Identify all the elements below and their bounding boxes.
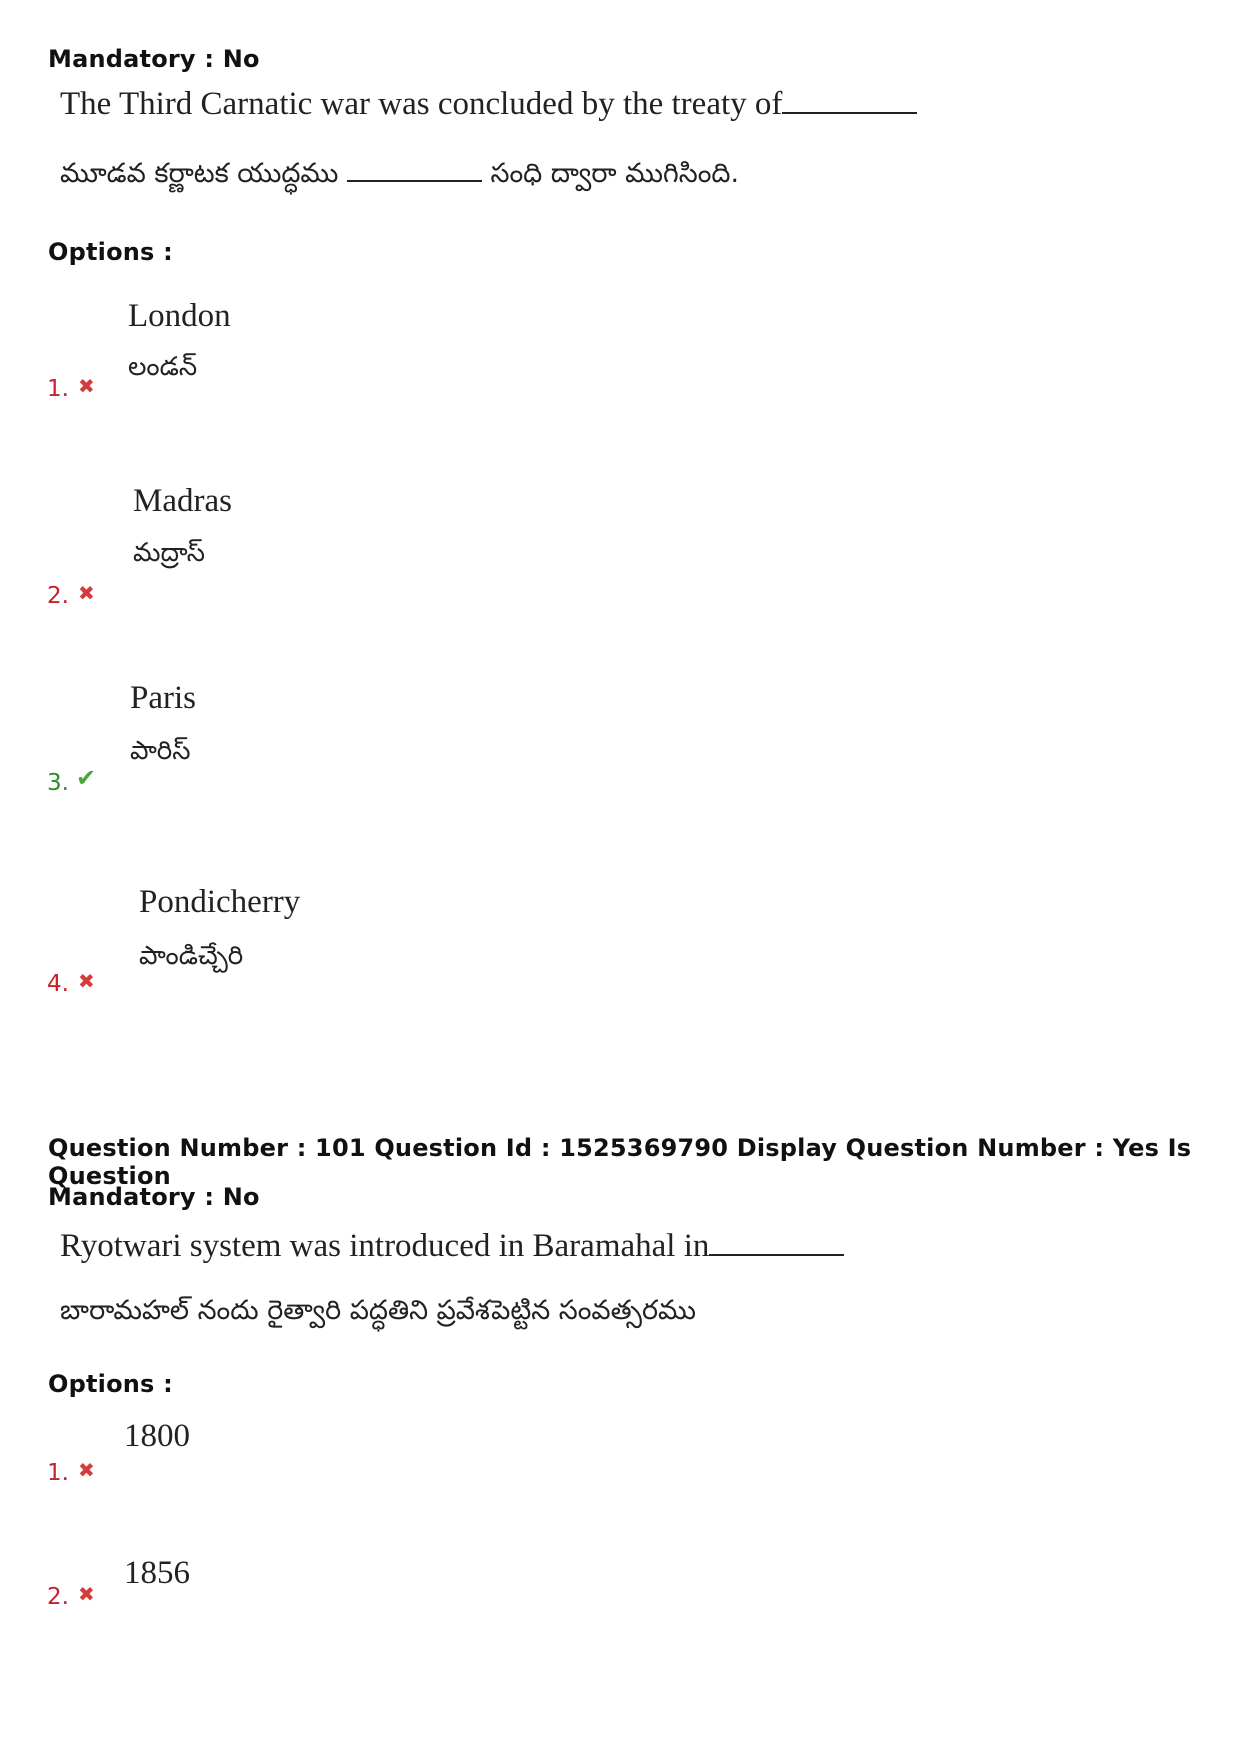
question-header: Question Number : 101 Question Id : 1525369790 Display Question Number : Yes Is Question (48, 1134, 1192, 1190)
mandatory-label: Mandatory : No (48, 45, 260, 73)
question-text-english (60, 86, 917, 123)
option-3-english: Paris (130, 680, 196, 716)
answer-blank (347, 154, 482, 182)
question-text-english (60, 1228, 844, 1265)
option-2-value: 1856 (124, 1555, 190, 1591)
answer-blank (782, 86, 917, 114)
option-1-number: 1. (47, 1460, 69, 1486)
option-1-value: 1800 (124, 1418, 190, 1454)
options-label: Options : (48, 238, 173, 266)
option-4-telugu: పాండిచ్చేరి (139, 941, 244, 971)
mandatory-label: Mandatory : No (48, 1183, 260, 1211)
option-2-english: Madras (133, 483, 232, 519)
option-3-telugu: పారిస్ (130, 736, 191, 766)
option-1-telugu: లండన్ (128, 352, 198, 382)
question-text: The Third Carnatic war was concluded by the treaty of (60, 86, 783, 122)
option-4-number: 4. (47, 971, 69, 997)
question-text: Ryotwari system was introduced in Baramahal in (60, 1228, 710, 1264)
answer-blank (709, 1228, 844, 1256)
option-1-number: 1. (47, 376, 69, 402)
option-2-telugu: మద్రాస్ (133, 538, 205, 568)
question-text-telugu (60, 154, 739, 196)
question-text-part-b: సంధి ద్వారా ముగిసింది. (490, 158, 740, 189)
check-icon: ✔ (76, 764, 97, 792)
wrong-icon: ✖ (78, 581, 95, 605)
wrong-icon: ✖ (78, 969, 95, 993)
option-3-number: 3. (47, 770, 69, 796)
wrong-icon: ✖ (78, 374, 95, 398)
question-text-part-a: మూడవ కర్ణాటక యుద్ధము (60, 158, 339, 189)
option-1-english: London (128, 298, 231, 334)
question-text-telugu: బారామహల్ నందు రైత్వారి పద్ధతిని ప్రవేశపెట్టిన సంవత్సరము (60, 1295, 696, 1326)
option-4-english: Pondicherry (139, 884, 301, 920)
options-label: Options : (48, 1370, 173, 1398)
wrong-icon: ✖ (78, 1582, 95, 1606)
option-2-number: 2. (47, 583, 69, 609)
wrong-icon: ✖ (78, 1458, 95, 1482)
option-2-number: 2. (47, 1584, 69, 1610)
